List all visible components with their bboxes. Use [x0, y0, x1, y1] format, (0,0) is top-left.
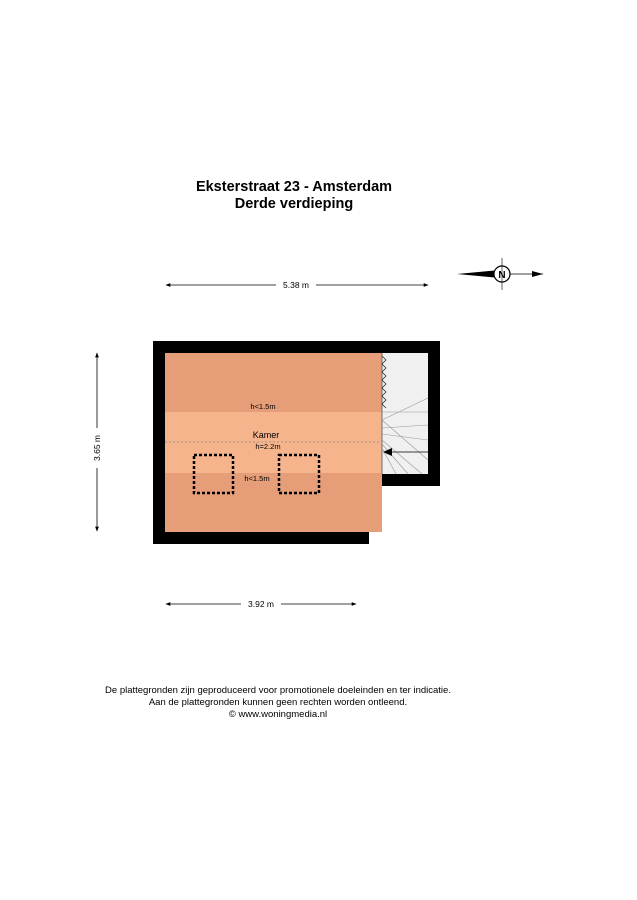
compass-north-letter: N	[498, 270, 506, 281]
disclaimer-line-2: Aan de plattegronden kunnen geen rechten worden ontleend.	[148, 697, 408, 708]
disclaimer-copyright-link[interactable]: © www.woningmedia.nl	[228, 709, 328, 720]
room-name-label: Kamer	[252, 430, 280, 440]
floor-subtitle: Derde verdieping	[234, 196, 354, 212]
dimension-height-left-label: 3.65 m	[92, 435, 102, 461]
disclaimer-line-1: De plattegronden zijn geproduceerd voor promotionele doeleinden en ter indicatie.	[105, 685, 451, 696]
dimension-width-top-label: 5.38 m	[283, 280, 309, 290]
floorplan-title: Eksterstraat 23 - Amsterdam	[195, 179, 393, 195]
room-low-height-label-bottom: h<1.5m	[244, 474, 270, 483]
room-ceiling-height-label: h=2.2m	[255, 442, 281, 451]
room-low-height-label-top: h<1.5m	[250, 402, 276, 411]
dimension-width-top	[166, 280, 428, 290]
dimension-width-bottom-label: 3.92 m	[248, 599, 274, 609]
dimension-height-left	[92, 353, 102, 531]
compass-rose	[457, 258, 543, 290]
dimension-width-bottom	[166, 599, 356, 609]
disclaimer	[0, 685, 556, 721]
staircase	[382, 353, 428, 474]
